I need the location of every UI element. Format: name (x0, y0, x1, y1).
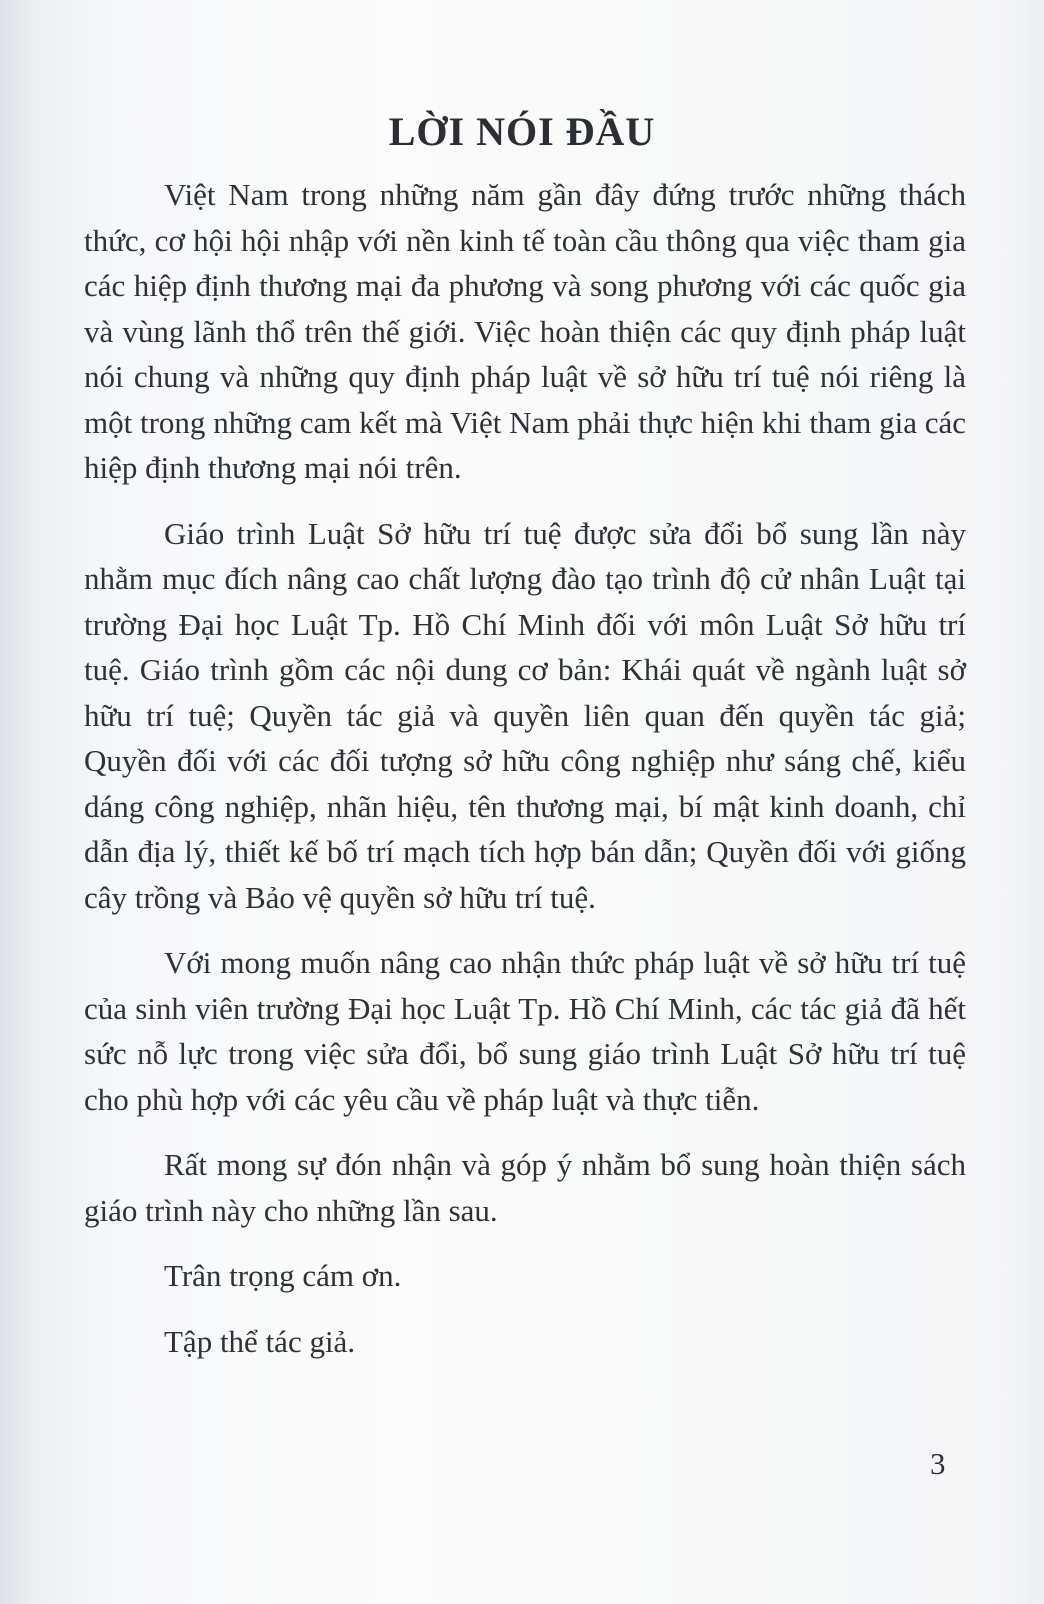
page-number: 3 (930, 1446, 946, 1481)
paragraph-intro: Việt Nam trong những năm gần đây đứng trước những thách thức, cơ hội hội nhập với nền kinh tế toàn cầu thông qua việc tham gia các hiệp định thương mại đa phương và song phương với các quốc gia và vùng lãnh thổ trên thế giới. Việc hoàn thiện các quy định pháp luật nói chung và những quy định pháp luật về sở hữu trí tuệ nói riêng là một trong những cam kết mà Việt Nam phải thực hiện khi tham gia các hiệp định thương mại nói trên. (84, 177, 966, 485)
body-text (84, 172, 966, 1384)
paragraph-textbook-content: Giáo trình Luật Sở hữu trí tuệ được sửa đổi bổ sung lần này nhằm mục đích nâng cao chất lượng đào tạo trình độ cử nhân Luật tại trường Đại học Luật Tp. Hồ Chí Minh đối với môn Luật Sở hữu trí tuệ. Giáo trình gồm các nội dung cơ bản: Khái quát về ngành luật sở hữu trí tuệ; Quyền tác giả và quyền liên quan đến quyền tác giả; Quyền đối với các đối tượng sở hữu công nghiệp như sáng chế, kiểu dáng công nghiệp, nhãn hiệu, tên thương mại, bí mật kinh doanh, chỉ dẫn địa lý, thiết kế bố trí mạch tích hợp bán dẫn; Quyền đối với giống cây trồng và Bảo vệ quyền sở hữu trí tuệ. (84, 515, 966, 915)
paragraph-thanks: Trân trọng cám ơn. (164, 1258, 402, 1293)
paragraph-purpose: Với mong muốn nâng cao nhận thức pháp luật về sở hữu trí tuệ của sinh viên trường Đại học Luật Tp. Hồ Chí Minh, các tác giả đã hết sức nỗ lực trong việc sửa đổi, bổ sung giáo trình Luật Sở hữu trí tuệ cho phù hợp với các yêu cầu về pháp luật và thực tiễn. (84, 945, 966, 1117)
paragraph-signature: Tập thể tác giả. (164, 1323, 356, 1359)
page-title: LỜI NÓI ĐẦU (388, 109, 656, 154)
paragraph-feedback-request: Rất mong sự đón nhận và góp ý nhằm bổ sung hoàn thiện sách giáo trình này cho những lần sau. (84, 1147, 966, 1228)
